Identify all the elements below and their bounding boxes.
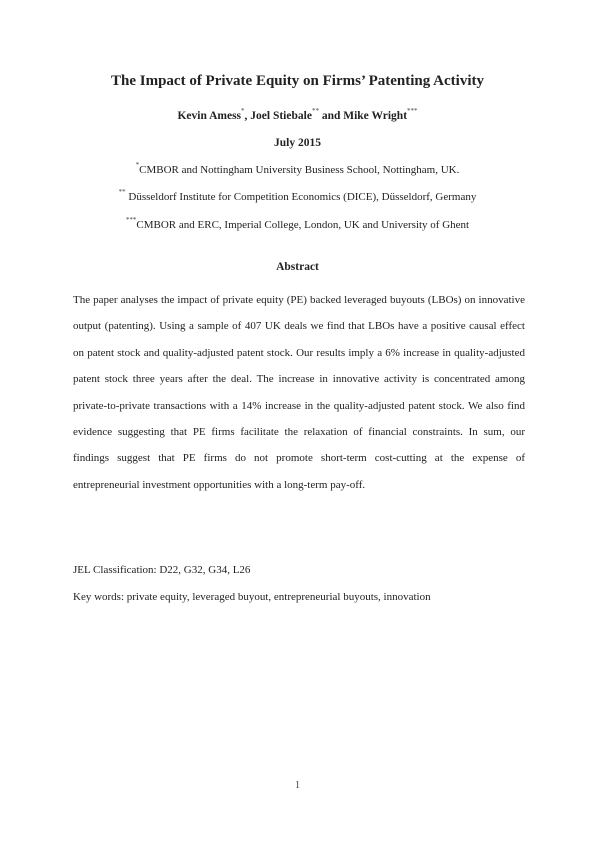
author-name: Joel Stiebale [250,110,312,122]
author-line [0,107,595,122]
author-name: Mike Wright [343,110,408,122]
author-name: Kevin Amess [177,110,242,122]
author-separator: and [318,110,344,122]
affiliation-mark: * [135,161,140,169]
author-separator: , [244,110,251,122]
affiliation [0,161,595,176]
keywords: Key words: private equity, leveraged buyout, entrepreneurial buyouts, innovation [73,591,431,603]
affiliation [0,188,595,203]
jel-classification: JEL Classification: D22, G32, G34, L26 [73,564,251,576]
author-footnote-mark: * [241,107,245,115]
author-footnote-mark: *** [407,107,418,115]
affiliation-text: Düsseldorf Institute for Competition Economics (DICE), Düsseldorf, Germany [125,191,477,203]
affiliation-text: CMBOR and ERC, Imperial College, London, UK and University of Ghent [136,219,470,231]
abstract-heading: Abstract [276,261,319,273]
abstract-body: The paper analyses the impact of private equity (PE) backed leveraged buyouts (LBOs) on innovative output (patenting). Using a sample of 407 UK deals we find that LBOs have a positive causal effect on patent stock and quality-adjusted patent stock. Our results imply a 6% increase in quality-adjusted patent stock three years after the deal. The increase in innovative activity is concentrated among private-to-private transactions with a 14% increase in the quality-adjusted patent stock. We also find evidence suggesting that PE firms facilitate the relaxation of financial constraints. In sum, our findings suggest that PE firms do not promote short-term cost-cutting at the expense of entrepreneurial investment opportunities with a long-term pay-off. [73,294,525,491]
paper-date: July 2015 [274,137,321,149]
paper-title: The Impact of Private Equity on Firms’ Patenting Activity [110,73,484,89]
affiliation [0,216,595,231]
affiliation-mark: ** [118,188,126,196]
page-number: 1 [295,780,300,791]
affiliation-text: CMBOR and Nottingham University Business School, Nottingham, UK. [139,164,460,176]
author-footnote-mark: ** [311,107,319,115]
affiliation-mark: *** [125,216,137,224]
